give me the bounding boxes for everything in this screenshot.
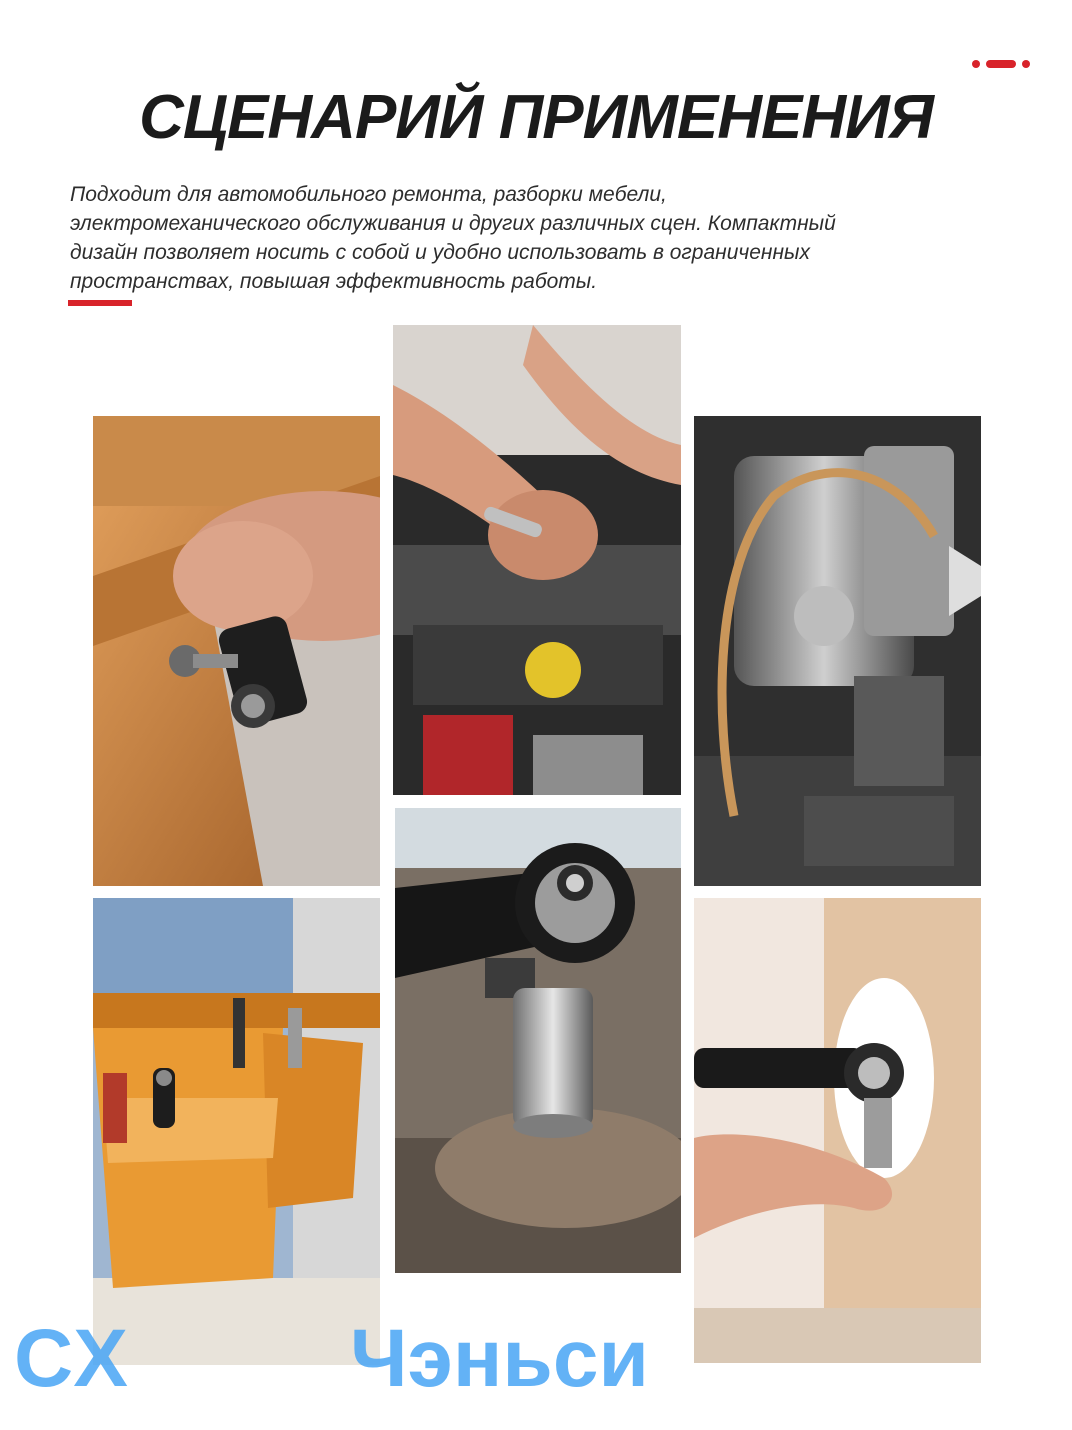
photo-tool-belt <box>93 898 380 1365</box>
page-title: СЦЕНАРИЙ ПРИМЕНЕНИЯ <box>139 83 933 152</box>
description-line: электромеханического обслуживания и других различных сцен. Компактный <box>70 212 836 235</box>
photo-car-engine-repair <box>393 325 681 795</box>
photo-door-hinge-repair <box>694 898 981 1363</box>
photo-ratchet-wrench-closeup <box>395 808 681 1273</box>
watermark-right: Чэньси <box>350 1313 649 1404</box>
photo-industrial-machine <box>694 416 981 886</box>
watermark-left: CX <box>14 1313 128 1404</box>
description-line: пространствах, повышая эффективность работы. <box>70 270 598 293</box>
description <box>70 180 1010 296</box>
accent-divider <box>68 300 132 306</box>
description-line: дизайн позволяет носить с собой и удобно использовать в ограниченных <box>70 241 810 264</box>
description-line: Подходит для автомобильного ремонта, разборки мебели, <box>70 183 667 206</box>
photo-furniture-repair <box>93 416 380 886</box>
